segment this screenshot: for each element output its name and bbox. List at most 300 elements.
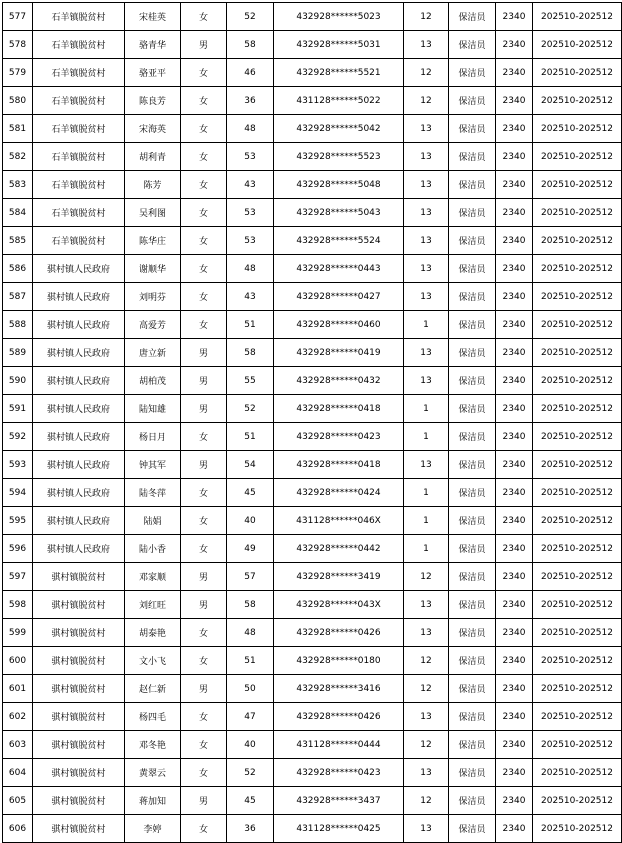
gender-cell: 女 [181, 731, 227, 759]
row-number-cell: 586 [3, 255, 33, 283]
table-row [3, 479, 622, 507]
table-row [3, 507, 622, 535]
person-name-cell: 陆娟 [125, 507, 181, 535]
months-cell: 12 [404, 675, 449, 703]
amount-cell: 2340 [496, 787, 533, 815]
period-cell: 202510-202512 [533, 507, 622, 535]
gender-cell: 女 [181, 479, 227, 507]
job-title-cell: 保洁员 [449, 591, 496, 619]
table-row [3, 563, 622, 591]
table-row [3, 339, 622, 367]
job-title-cell: 保洁员 [449, 647, 496, 675]
unit-name-cell: 骐村镇人民政府 [33, 311, 125, 339]
amount-cell: 2340 [496, 647, 533, 675]
unit-name-cell: 石羊镇脱贫村 [33, 199, 125, 227]
id-number-cell: 432928******0443 [274, 255, 404, 283]
row-number-cell: 579 [3, 59, 33, 87]
months-cell: 1 [404, 423, 449, 451]
person-name-cell: 钟其军 [125, 451, 181, 479]
table-row [3, 171, 622, 199]
table-row [3, 423, 622, 451]
person-name-cell: 杨四毛 [125, 703, 181, 731]
unit-name-cell: 骐村镇脱贫村 [33, 675, 125, 703]
amount-cell: 2340 [496, 283, 533, 311]
id-number-cell: 431128******0444 [274, 731, 404, 759]
period-cell: 202510-202512 [533, 227, 622, 255]
months-cell: 13 [404, 255, 449, 283]
unit-name-cell: 石羊镇脱贫村 [33, 143, 125, 171]
age-cell: 51 [227, 423, 274, 451]
id-number-cell: 432928******5042 [274, 115, 404, 143]
job-title-cell: 保洁员 [449, 115, 496, 143]
job-title-cell: 保洁员 [449, 507, 496, 535]
amount-cell: 2340 [496, 255, 533, 283]
unit-name-cell: 骐村镇人民政府 [33, 255, 125, 283]
period-cell: 202510-202512 [533, 479, 622, 507]
id-number-cell: 432928******3419 [274, 563, 404, 591]
gender-cell: 男 [181, 563, 227, 591]
period-cell: 202510-202512 [533, 619, 622, 647]
period-cell: 202510-202512 [533, 591, 622, 619]
row-number-cell: 598 [3, 591, 33, 619]
age-cell: 43 [227, 171, 274, 199]
age-cell: 51 [227, 647, 274, 675]
unit-name-cell: 石羊镇脱贫村 [33, 31, 125, 59]
unit-name-cell: 骐村镇脱贫村 [33, 815, 125, 843]
person-name-cell: 陈华庄 [125, 227, 181, 255]
unit-name-cell: 骐村镇脱贫村 [33, 759, 125, 787]
id-number-cell: 432928******5523 [274, 143, 404, 171]
period-cell: 202510-202512 [533, 87, 622, 115]
unit-name-cell: 骐村镇脱贫村 [33, 591, 125, 619]
unit-name-cell: 骐村镇人民政府 [33, 283, 125, 311]
gender-cell: 女 [181, 507, 227, 535]
amount-cell: 2340 [496, 619, 533, 647]
gender-cell: 女 [181, 87, 227, 115]
person-name-cell: 骆青华 [125, 31, 181, 59]
age-cell: 48 [227, 115, 274, 143]
unit-name-cell: 骐村镇人民政府 [33, 507, 125, 535]
age-cell: 51 [227, 311, 274, 339]
months-cell: 13 [404, 815, 449, 843]
job-title-cell: 保洁员 [449, 311, 496, 339]
age-cell: 36 [227, 815, 274, 843]
amount-cell: 2340 [496, 451, 533, 479]
person-name-cell: 邓冬艳 [125, 731, 181, 759]
id-number-cell: 431128******5022 [274, 87, 404, 115]
id-number-cell: 432928******0418 [274, 451, 404, 479]
amount-cell: 2340 [496, 535, 533, 563]
gender-cell: 男 [181, 367, 227, 395]
months-cell: 12 [404, 731, 449, 759]
age-cell: 47 [227, 703, 274, 731]
unit-name-cell: 石羊镇脱贫村 [33, 115, 125, 143]
amount-cell: 2340 [496, 3, 533, 31]
person-name-cell: 陆冬萍 [125, 479, 181, 507]
table-body [3, 3, 622, 843]
row-number-cell: 594 [3, 479, 33, 507]
age-cell: 58 [227, 31, 274, 59]
gender-cell: 男 [181, 31, 227, 59]
table-row [3, 731, 622, 759]
gender-cell: 女 [181, 227, 227, 255]
months-cell: 13 [404, 199, 449, 227]
period-cell: 202510-202512 [533, 731, 622, 759]
unit-name-cell: 石羊镇脱贫村 [33, 3, 125, 31]
job-title-cell: 保洁员 [449, 367, 496, 395]
period-cell: 202510-202512 [533, 395, 622, 423]
unit-name-cell: 骐村镇脱贫村 [33, 647, 125, 675]
id-number-cell: 432928******0426 [274, 703, 404, 731]
months-cell: 13 [404, 143, 449, 171]
id-number-cell: 432928******0426 [274, 619, 404, 647]
row-number-cell: 604 [3, 759, 33, 787]
row-number-cell: 580 [3, 87, 33, 115]
months-cell: 13 [404, 227, 449, 255]
period-cell: 202510-202512 [533, 675, 622, 703]
unit-name-cell: 骐村镇脱贫村 [33, 787, 125, 815]
period-cell: 202510-202512 [533, 311, 622, 339]
id-number-cell: 432928******0423 [274, 759, 404, 787]
id-number-cell: 432928******5031 [274, 31, 404, 59]
job-title-cell: 保洁员 [449, 423, 496, 451]
row-number-cell: 601 [3, 675, 33, 703]
amount-cell: 2340 [496, 171, 533, 199]
months-cell: 1 [404, 395, 449, 423]
gender-cell: 女 [181, 171, 227, 199]
gender-cell: 男 [181, 675, 227, 703]
job-title-cell: 保洁员 [449, 3, 496, 31]
person-name-cell: 谢顺华 [125, 255, 181, 283]
job-title-cell: 保洁员 [449, 787, 496, 815]
row-number-cell: 578 [3, 31, 33, 59]
person-name-cell: 文小飞 [125, 647, 181, 675]
table-row [3, 31, 622, 59]
months-cell: 12 [404, 787, 449, 815]
months-cell: 13 [404, 703, 449, 731]
age-cell: 45 [227, 479, 274, 507]
row-number-cell: 590 [3, 367, 33, 395]
row-number-cell: 597 [3, 563, 33, 591]
period-cell: 202510-202512 [533, 283, 622, 311]
gender-cell: 女 [181, 815, 227, 843]
table-row [3, 3, 622, 31]
job-title-cell: 保洁员 [449, 395, 496, 423]
table-row [3, 115, 622, 143]
unit-name-cell: 骐村镇脱贫村 [33, 563, 125, 591]
job-title-cell: 保洁员 [449, 535, 496, 563]
amount-cell: 2340 [496, 59, 533, 87]
job-title-cell: 保洁员 [449, 619, 496, 647]
period-cell: 202510-202512 [533, 339, 622, 367]
age-cell: 46 [227, 59, 274, 87]
job-title-cell: 保洁员 [449, 703, 496, 731]
unit-name-cell: 骐村镇人民政府 [33, 395, 125, 423]
id-number-cell: 432928******3437 [274, 787, 404, 815]
amount-cell: 2340 [496, 759, 533, 787]
gender-cell: 女 [181, 255, 227, 283]
unit-name-cell: 石羊镇脱贫村 [33, 59, 125, 87]
job-title-cell: 保洁员 [449, 255, 496, 283]
age-cell: 58 [227, 339, 274, 367]
id-number-cell: 432928******5521 [274, 59, 404, 87]
row-number-cell: 596 [3, 535, 33, 563]
id-number-cell: 432928******0427 [274, 283, 404, 311]
id-number-cell: 432928******0419 [274, 339, 404, 367]
months-cell: 13 [404, 619, 449, 647]
amount-cell: 2340 [496, 115, 533, 143]
period-cell: 202510-202512 [533, 59, 622, 87]
months-cell: 12 [404, 59, 449, 87]
amount-cell: 2340 [496, 367, 533, 395]
id-number-cell: 431128******046X [274, 507, 404, 535]
job-title-cell: 保洁员 [449, 451, 496, 479]
period-cell: 202510-202512 [533, 815, 622, 843]
person-name-cell: 吴利图 [125, 199, 181, 227]
months-cell: 12 [404, 3, 449, 31]
person-name-cell: 胡柏茂 [125, 367, 181, 395]
gender-cell: 女 [181, 535, 227, 563]
id-number-cell: 432928******0418 [274, 395, 404, 423]
id-number-cell: 432928******5524 [274, 227, 404, 255]
table-row [3, 815, 622, 843]
person-name-cell: 高爱芳 [125, 311, 181, 339]
person-name-cell: 胡泰艳 [125, 619, 181, 647]
unit-name-cell: 石羊镇脱贫村 [33, 87, 125, 115]
gender-cell: 男 [181, 451, 227, 479]
gender-cell: 女 [181, 143, 227, 171]
gender-cell: 女 [181, 283, 227, 311]
age-cell: 48 [227, 255, 274, 283]
row-number-cell: 588 [3, 311, 33, 339]
row-number-cell: 593 [3, 451, 33, 479]
job-title-cell: 保洁员 [449, 339, 496, 367]
person-name-cell: 胡利青 [125, 143, 181, 171]
amount-cell: 2340 [496, 731, 533, 759]
row-number-cell: 577 [3, 3, 33, 31]
job-title-cell: 保洁员 [449, 143, 496, 171]
period-cell: 202510-202512 [533, 171, 622, 199]
table-row [3, 87, 622, 115]
period-cell: 202510-202512 [533, 703, 622, 731]
period-cell: 202510-202512 [533, 423, 622, 451]
period-cell: 202510-202512 [533, 3, 622, 31]
period-cell: 202510-202512 [533, 647, 622, 675]
unit-name-cell: 石羊镇脱贫村 [33, 171, 125, 199]
table-row [3, 283, 622, 311]
amount-cell: 2340 [496, 815, 533, 843]
id-number-cell: 432928******0460 [274, 311, 404, 339]
row-number-cell: 585 [3, 227, 33, 255]
id-number-cell: 432928******5023 [274, 3, 404, 31]
amount-cell: 2340 [496, 423, 533, 451]
months-cell: 13 [404, 339, 449, 367]
job-title-cell: 保洁员 [449, 31, 496, 59]
id-number-cell: 432928******0424 [274, 479, 404, 507]
months-cell: 13 [404, 451, 449, 479]
unit-name-cell: 骐村镇人民政府 [33, 451, 125, 479]
gender-cell: 男 [181, 591, 227, 619]
row-number-cell: 602 [3, 703, 33, 731]
row-number-cell: 595 [3, 507, 33, 535]
id-number-cell: 432928******5048 [274, 171, 404, 199]
period-cell: 202510-202512 [533, 759, 622, 787]
table-row [3, 619, 622, 647]
table-row [3, 143, 622, 171]
row-number-cell: 589 [3, 339, 33, 367]
job-title-cell: 保洁员 [449, 563, 496, 591]
unit-name-cell: 石羊镇脱贫村 [33, 227, 125, 255]
id-number-cell: 432928******0432 [274, 367, 404, 395]
amount-cell: 2340 [496, 675, 533, 703]
period-cell: 202510-202512 [533, 199, 622, 227]
table-row [3, 451, 622, 479]
months-cell: 13 [404, 283, 449, 311]
age-cell: 53 [227, 199, 274, 227]
age-cell: 49 [227, 535, 274, 563]
job-title-cell: 保洁员 [449, 815, 496, 843]
id-number-cell: 432928******0180 [274, 647, 404, 675]
row-number-cell: 599 [3, 619, 33, 647]
age-cell: 50 [227, 675, 274, 703]
job-title-cell: 保洁员 [449, 199, 496, 227]
amount-cell: 2340 [496, 703, 533, 731]
job-title-cell: 保洁员 [449, 675, 496, 703]
months-cell: 12 [404, 647, 449, 675]
table-row [3, 591, 622, 619]
table-row [3, 311, 622, 339]
table-row [3, 255, 622, 283]
gender-cell: 女 [181, 703, 227, 731]
id-number-cell: 432928******0442 [274, 535, 404, 563]
age-cell: 53 [227, 227, 274, 255]
unit-name-cell: 骐村镇人民政府 [33, 423, 125, 451]
amount-cell: 2340 [496, 143, 533, 171]
gender-cell: 女 [181, 115, 227, 143]
person-name-cell: 陆知雄 [125, 395, 181, 423]
months-cell: 1 [404, 507, 449, 535]
table-row [3, 703, 622, 731]
unit-name-cell: 骐村镇人民政府 [33, 479, 125, 507]
amount-cell: 2340 [496, 507, 533, 535]
age-cell: 48 [227, 619, 274, 647]
age-cell: 40 [227, 507, 274, 535]
months-cell: 13 [404, 115, 449, 143]
gender-cell: 男 [181, 787, 227, 815]
table-row [3, 759, 622, 787]
table-row [3, 227, 622, 255]
person-name-cell: 李婷 [125, 815, 181, 843]
row-number-cell: 600 [3, 647, 33, 675]
age-cell: 43 [227, 283, 274, 311]
person-name-cell: 杨日月 [125, 423, 181, 451]
amount-cell: 2340 [496, 339, 533, 367]
months-cell: 1 [404, 311, 449, 339]
row-number-cell: 591 [3, 395, 33, 423]
age-cell: 55 [227, 367, 274, 395]
age-cell: 52 [227, 3, 274, 31]
person-name-cell: 宋桂英 [125, 3, 181, 31]
gender-cell: 女 [181, 759, 227, 787]
job-title-cell: 保洁员 [449, 479, 496, 507]
personnel-table [2, 2, 622, 843]
person-name-cell: 刘明芬 [125, 283, 181, 311]
unit-name-cell: 骐村镇人民政府 [33, 535, 125, 563]
amount-cell: 2340 [496, 563, 533, 591]
gender-cell: 女 [181, 647, 227, 675]
amount-cell: 2340 [496, 395, 533, 423]
period-cell: 202510-202512 [533, 787, 622, 815]
job-title-cell: 保洁员 [449, 171, 496, 199]
amount-cell: 2340 [496, 591, 533, 619]
id-number-cell: 432928******5043 [274, 199, 404, 227]
person-name-cell: 黄翠云 [125, 759, 181, 787]
job-title-cell: 保洁员 [449, 759, 496, 787]
age-cell: 54 [227, 451, 274, 479]
person-name-cell: 宋海英 [125, 115, 181, 143]
period-cell: 202510-202512 [533, 115, 622, 143]
months-cell: 1 [404, 535, 449, 563]
person-name-cell: 唐立新 [125, 339, 181, 367]
person-name-cell: 陈良芳 [125, 87, 181, 115]
row-number-cell: 603 [3, 731, 33, 759]
row-number-cell: 581 [3, 115, 33, 143]
table-row [3, 647, 622, 675]
job-title-cell: 保洁员 [449, 227, 496, 255]
person-name-cell: 赵仁新 [125, 675, 181, 703]
period-cell: 202510-202512 [533, 143, 622, 171]
table-row [3, 367, 622, 395]
job-title-cell: 保洁员 [449, 59, 496, 87]
amount-cell: 2340 [496, 227, 533, 255]
months-cell: 12 [404, 563, 449, 591]
age-cell: 57 [227, 563, 274, 591]
period-cell: 202510-202512 [533, 535, 622, 563]
row-number-cell: 605 [3, 787, 33, 815]
age-cell: 45 [227, 787, 274, 815]
age-cell: 52 [227, 759, 274, 787]
age-cell: 53 [227, 143, 274, 171]
table-row [3, 535, 622, 563]
gender-cell: 女 [181, 311, 227, 339]
gender-cell: 男 [181, 395, 227, 423]
gender-cell: 女 [181, 3, 227, 31]
person-name-cell: 陈芳 [125, 171, 181, 199]
age-cell: 52 [227, 395, 274, 423]
months-cell: 13 [404, 591, 449, 619]
job-title-cell: 保洁员 [449, 283, 496, 311]
months-cell: 13 [404, 31, 449, 59]
row-number-cell: 592 [3, 423, 33, 451]
period-cell: 202510-202512 [533, 31, 622, 59]
gender-cell: 男 [181, 339, 227, 367]
amount-cell: 2340 [496, 479, 533, 507]
months-cell: 1 [404, 479, 449, 507]
row-number-cell: 587 [3, 283, 33, 311]
id-number-cell: 432928******0423 [274, 423, 404, 451]
table-row [3, 675, 622, 703]
period-cell: 202510-202512 [533, 255, 622, 283]
gender-cell: 女 [181, 199, 227, 227]
row-number-cell: 606 [3, 815, 33, 843]
unit-name-cell: 骐村镇脱贫村 [33, 703, 125, 731]
gender-cell: 女 [181, 423, 227, 451]
age-cell: 40 [227, 731, 274, 759]
table-row [3, 787, 622, 815]
person-name-cell: 陆小香 [125, 535, 181, 563]
id-number-cell: 431128******0425 [274, 815, 404, 843]
person-name-cell: 刘红旺 [125, 591, 181, 619]
